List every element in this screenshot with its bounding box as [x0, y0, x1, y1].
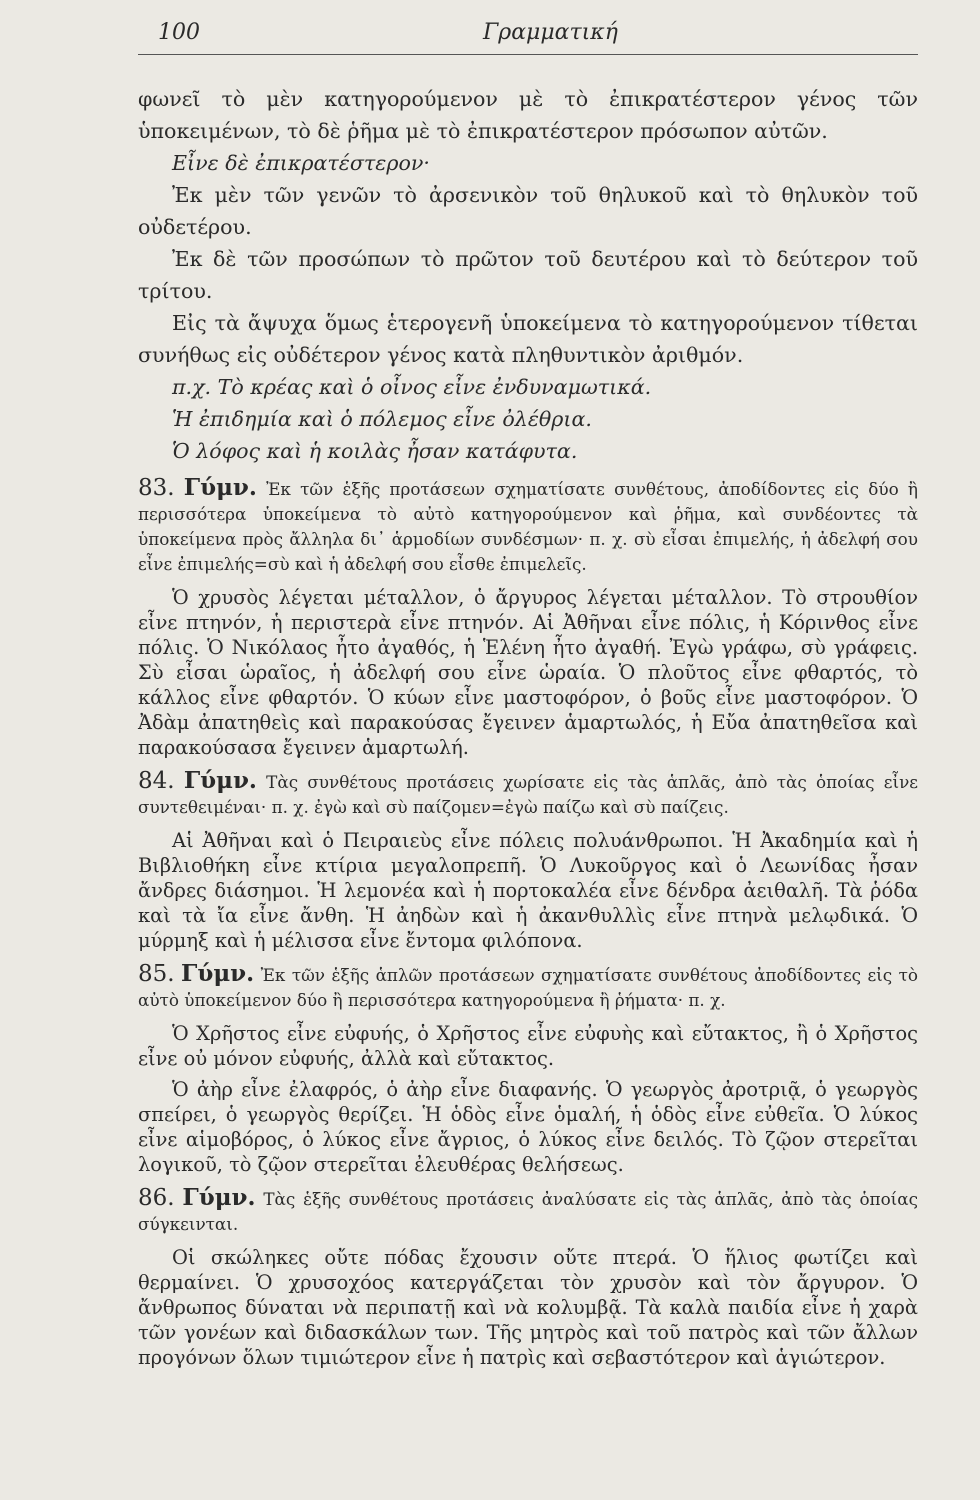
exercise-number: 84.: [138, 768, 175, 794]
exercise-number: 83.: [138, 475, 175, 501]
intro-example-3: Ὁ λόφος καὶ ἡ κοιλὰς ἦσαν κατάφυτα.: [172, 439, 578, 463]
exercise-number: 86.: [138, 1185, 175, 1211]
intro-paragraph-5: Εἰς τὰ ἄψυχα ὅμως ἑτερογενῆ ὑποκείμενα τὸ κατηγορούμενον τίθεται συνήθως εἰς οὐδέτερον γένος κατὰ πληθυντικὸν ἀριθμόν.: [138, 311, 918, 367]
exercise-instruction-text: Τὰς συνθέτους προτάσεις χωρίσατε εἰς τὰς ἁπλᾶς, ἀπὸ τὰς ὁποίας εἶνε συντεθειμέναι· π. χ. ἐγὼ καὶ σὺ παίζομεν=ἐγὼ παίζω καὶ σὺ παίζεις.: [138, 772, 918, 817]
exercise-instruction: [138, 1185, 918, 1237]
exercise-sentences: Οἱ σκώληκες οὔτε πόδας ἔχουσιν οὔτε πτερά. Ὁ ἥλιος φωτίζει καὶ θερμαίνει. Ὁ χρυσοχόος κατεργάζεται τὸν χρυσὸν καὶ τὸν ἄργυρον. Ὁ ἄνθρωπος δύναται νὰ περιπατῇ καὶ νὰ κολυμβᾷ. Τὰ καλὰ παιδία εἶνε ἡ χαρὰ τῶν γονέων καὶ διδασκάλων των. Τῆς μητρὸς καὶ τοῦ πατρὸς καὶ τῶν ἄλλων προγόνων ὅλων τιμιώτερον εἶνε ἡ πατρὶς καὶ σεβαστότερον καὶ ἁγιώτερον.: [138, 1246, 918, 1369]
intro-paragraph-1: φωνεῖ τὸ μὲν κατηγορούμενον μὲ τὸ ἐπικρατέστερον γένος τῶν ὑποκειμένων, τὸ δὲ ῥῆμα μὲ τὸ ἐπικρατέστερον πρόσωπον αὐτῶν.: [138, 87, 918, 143]
exercise-example-sentences: Ὁ Χρῆστος εἶνε εὐφυής, ὁ Χρῆστος εἶνε εὐφυὴς καὶ εὔτακτος, ἢ ὁ Χρῆστος εἶνε οὐ μόνον εὐφυής, ἀλλὰ καὶ εὔτακτος.: [138, 1022, 918, 1070]
exercise-86: [138, 1185, 918, 1370]
running-title: Γραμματική: [483, 20, 618, 45]
intro-paragraph-3: Ἐκ μὲν τῶν γενῶν τὸ ἀρσενικὸν τοῦ θηλυκοῦ καὶ τὸ θηλυκὸν τοῦ οὐδετέρου.: [138, 183, 918, 239]
intro-paragraph-2: Εἶνε δὲ ἐπικρατέστερον·: [172, 151, 430, 175]
exercise-84: [138, 768, 918, 953]
exercise-sentences: Αἱ Ἀθῆναι καὶ ὁ Πειραιεὺς εἶνε πόλεις πολυάνθρωποι. Ἡ Ἀκαδημία καὶ ἡ Βιβλιοθήκη εἶνε κτίρια μεγαλοπρεπῆ. Ὁ Λυκοῦργος καὶ ὁ Λεωνίδας ἦσαν ἄνδρες διάσημοι. Ἡ λεμονέα καὶ ἡ πορτοκαλέα εἶνε δένδρα ἀειθαλῆ. Τὰ ῥόδα καὶ τὰ ἴα εἶνε ἄνθη. Ἡ ἀηδὼν καὶ ἡ ἀκανθυλλὶς εἶνε πτηνὰ μελῳδικά. Ὁ μύρμηξ καὶ ἡ μέλισσα εἶνε ἔντομα φιλόπονα.: [138, 829, 918, 952]
exercise-label: Γύμν.: [181, 960, 255, 987]
intro-example-1: π.χ. Τὸ κρέας καὶ ὁ οἶνος εἶνε ἐνδυναμωτικά.: [172, 375, 652, 399]
exercise-label: Γύμν.: [182, 1184, 256, 1211]
exercise-label: Γύμν.: [183, 474, 257, 501]
exercise-sentences: Ὁ χρυσὸς λέγεται μέταλλον, ὁ ἄργυρος λέγεται μέταλλον. Τὸ στρουθίον εἶνε πτηνόν, ἡ περιστερὰ εἶνε πτηνόν. Αἱ Ἀθῆναι εἶνε πόλις, ἡ Κόρινθος εἶνε πόλις. Ὁ Νικόλαος ἦτο ἀγαθός, ἡ Ἑλένη ἦτο ἀγαθή. Ἐγὼ γράφω, σὺ γράφεις. Σὺ εἶσαι ὡραῖος, ἡ ἀδελφή σου εἶνε ὡραία. Ὁ πλοῦτος εἶνε φθαρτός, τὸ κάλλος εἶνε φθαρτόν. Ὁ κύων εἶνε μαστοφόρον, ὁ βοῦς εἶνε μαστοφόρον. Ὁ Ἀδὰμ ἀπατηθεὶς καὶ παρακούσας ἔγεινεν ἁμαρτωλός, ἡ Εὔα ἀπατηθεῖσα καὶ παρακούσασα ἔγεινεν ἁμαρτωλή.: [138, 586, 918, 759]
running-head: [138, 18, 918, 55]
exercise-instruction-text: Ἐκ τῶν ἑξῆς ἁπλῶν προτάσεων σχηματίσατε συνθέτους ἀποδίδοντες εἰς τὸ αὐτὸ ὑποκείμενον δύο ἢ περισσότερα κατηγορούμενα ἢ ῥήματα· π. χ.: [138, 965, 918, 1010]
exercise-instruction: [138, 768, 918, 820]
exercise-instruction-text: Ἐκ τῶν ἑξῆς προτάσεων σχηματίσατε συνθέτους, ἀποδίδοντες εἰς δύο ἢ περισσότερα ὑποκείμενα τὸ αὐτὸ κατηγορούμενον καὶ ῥῆμα, καὶ συνδέοντες τὰ ὑποκείμενα πρὸς ἄλληλα δι᾽ ἁρμοδίων συνδέσμων· π. χ. σὺ εἶσαι ἐπιμελής, ἡ ἀδελφή σου εἶνε ἐπιμελής=σὺ καὶ ἡ ἀδελφή σου εἶσθε ἐπιμελεῖς.: [138, 479, 918, 574]
exercise-sentences: Ὁ ἀὴρ εἶνε ἐλαφρός, ὁ ἀὴρ εἶνε διαφανής. Ὁ γεωργὸς ἀροτριᾷ, ὁ γεωργὸς σπείρει, ὁ γεωργὸς θερίζει. Ἡ ὁδὸς εἶνε ὁμαλή, ἡ ὁδὸς εἶνε εὐθεῖα. Ὁ λύκος εἶνε αἱμοβόρος, ὁ λύκος εἶνε ἄγριος, ὁ λύκος εἶνε δειλός. Τὸ ζῷον στερεῖται λογικοῦ, τὸ ζῷον στερεῖται ἐλευθέρας θελήσεως.: [138, 1078, 918, 1176]
exercise-instruction: [138, 475, 918, 577]
intro-paragraph-4: Ἐκ δὲ τῶν προσώπων τὸ πρῶτον τοῦ δευτέρου καὶ τὸ δεύτερον τοῦ τρίτου.: [138, 247, 918, 303]
exercise-instruction-text: Τὰς ἑξῆς συνθέτους προτάσεις ἀναλύσατε εἰς τὰς ἁπλᾶς, ἀπὸ τὰς ὁποίας σύγκεινται.: [138, 1189, 918, 1234]
intro-example-2: Ἡ ἐπιδημία καὶ ὁ πόλεμος εἶνε ὀλέθρια.: [172, 407, 592, 431]
page-number: 100: [158, 20, 200, 45]
exercise-83: [138, 475, 918, 760]
exercise-85: [138, 961, 918, 1177]
exercise-label: Γύμν.: [183, 767, 257, 794]
exercise-instruction: [138, 961, 918, 1013]
exercise-number: 85.: [138, 961, 175, 987]
